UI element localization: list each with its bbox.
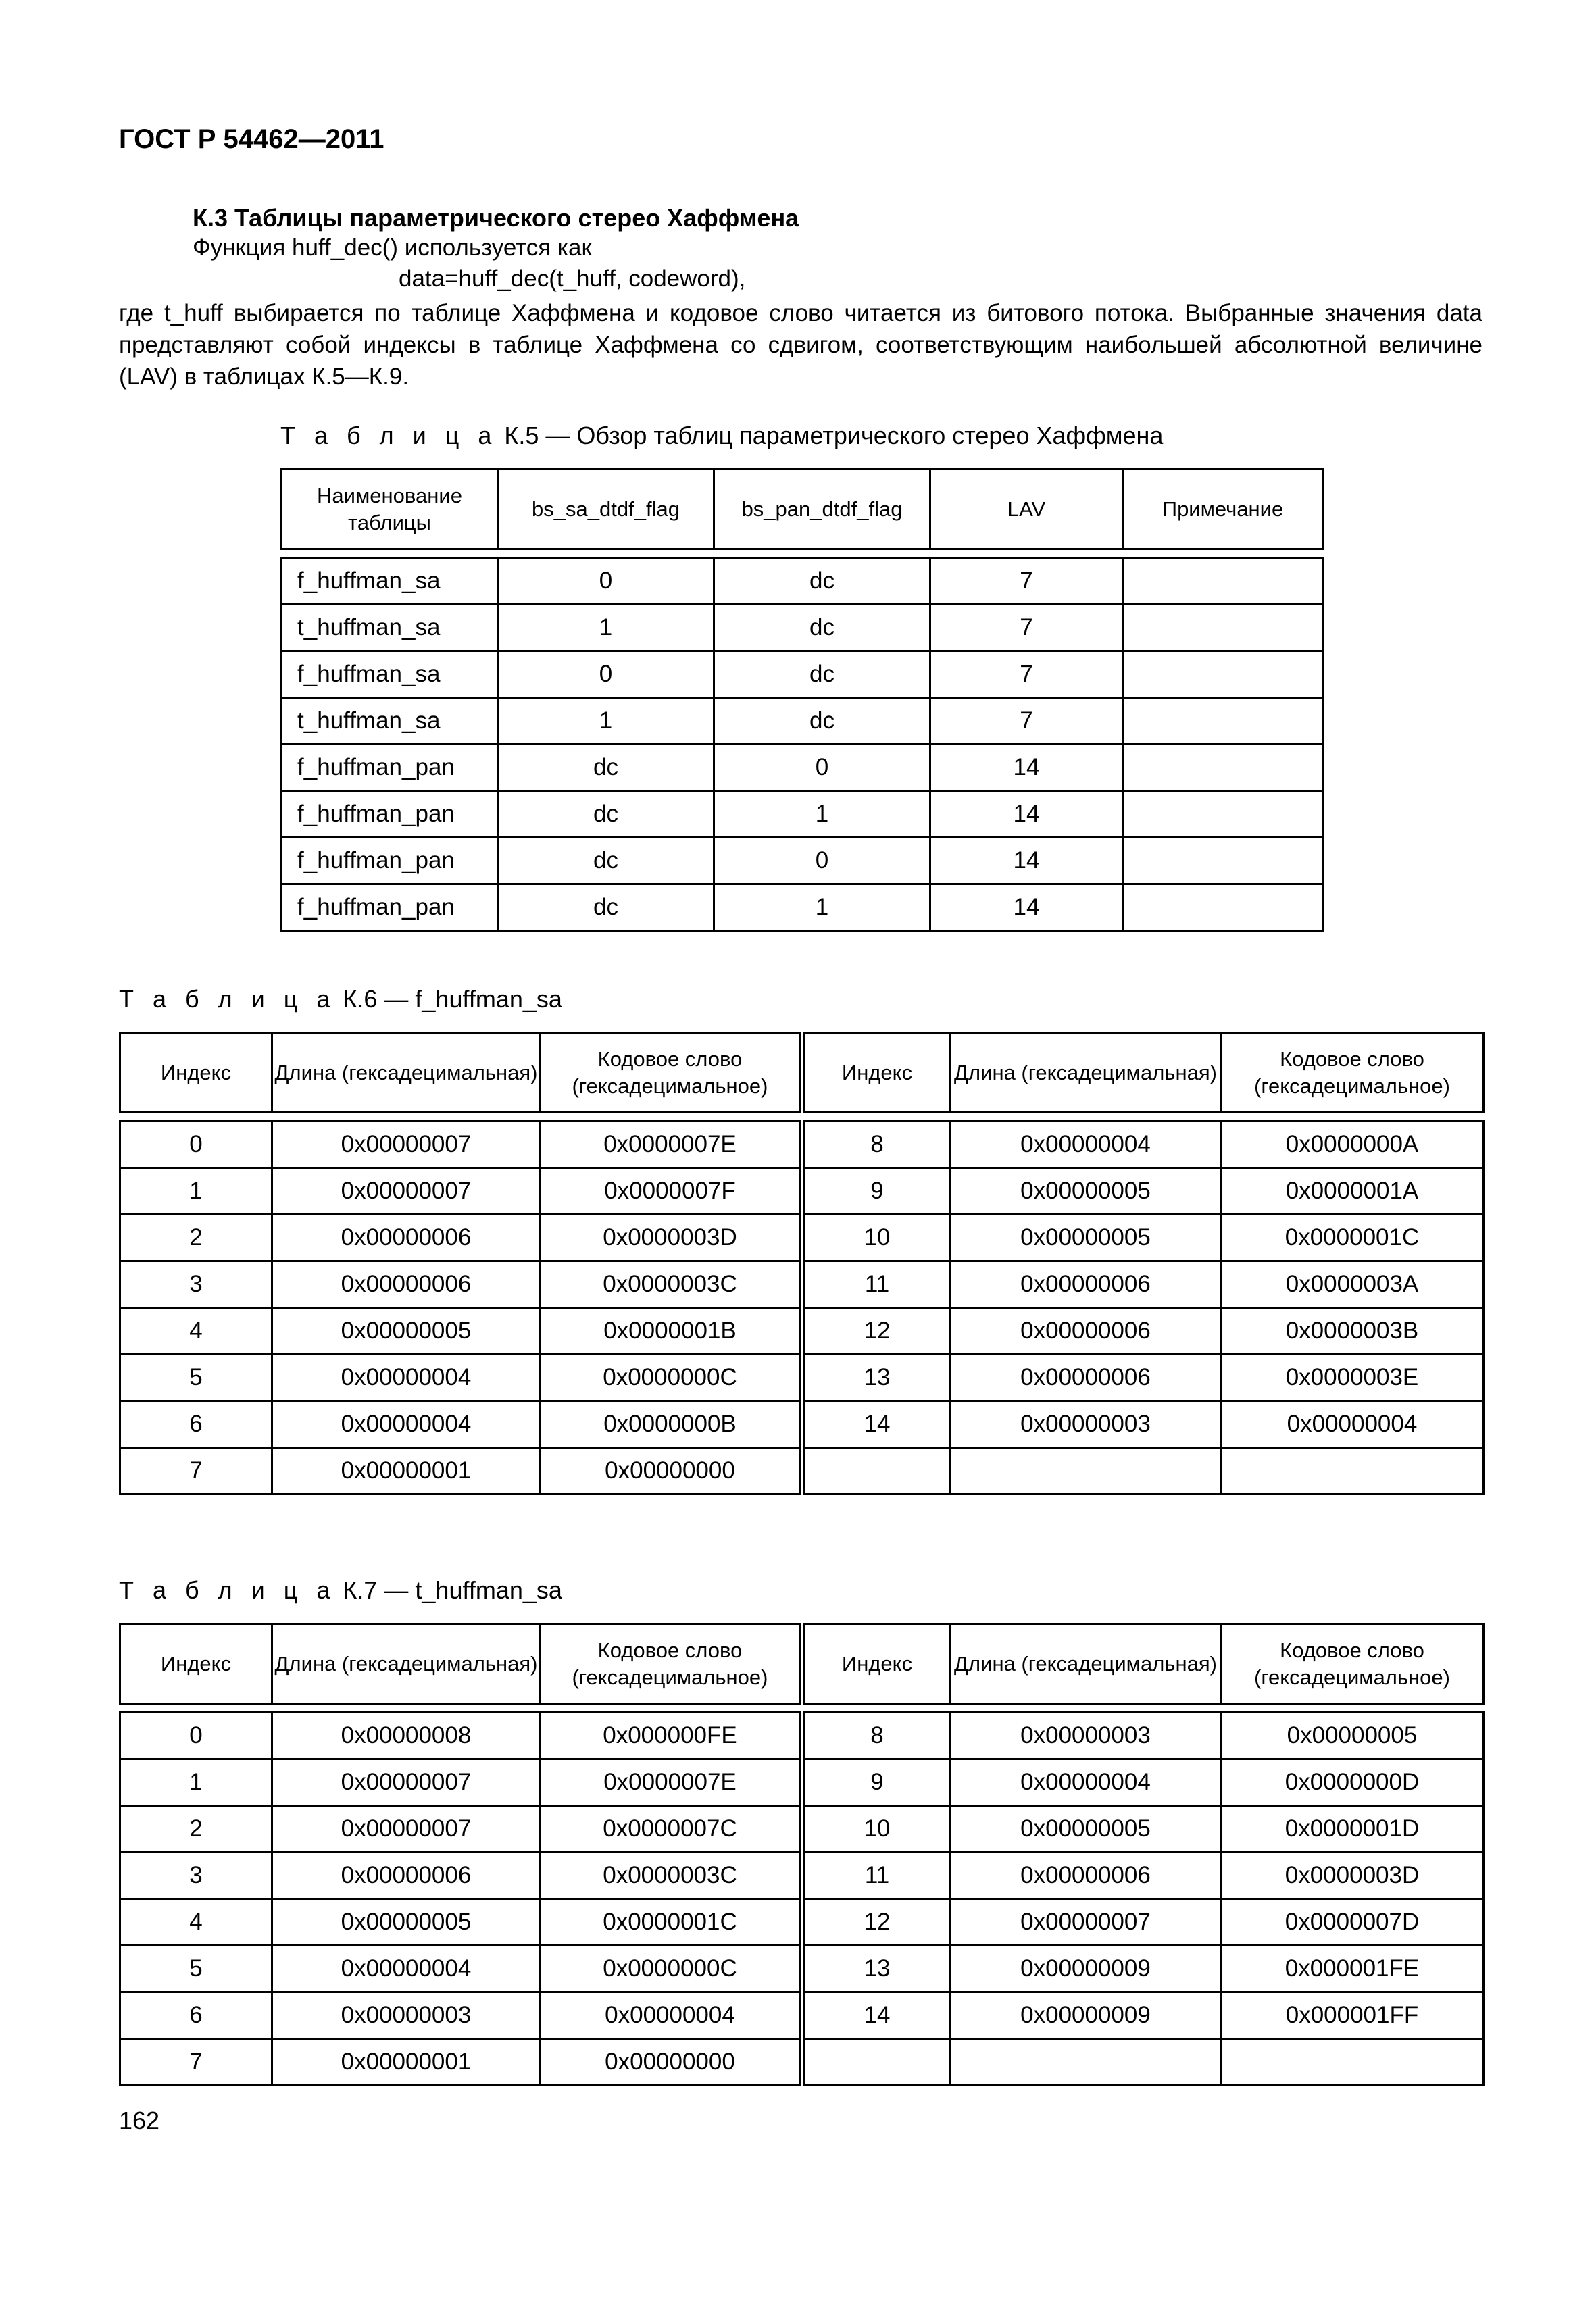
table-cell: f_huffman_pan	[282, 791, 498, 838]
table-cell: 2	[120, 1806, 272, 1853]
table-row	[120, 1946, 1484, 1992]
table-cell: 0x00000007	[272, 1759, 541, 1806]
table-cell: 0x00000006	[951, 1308, 1221, 1355]
table-cell	[1123, 651, 1323, 698]
table-row	[120, 1899, 1484, 1946]
table-cell: 0x00000003	[951, 1401, 1221, 1448]
header-cell: Индекс	[120, 1033, 272, 1113]
table-cell: 0x00000001	[272, 2039, 541, 2086]
table-row	[282, 791, 1323, 838]
table-cell: 0x0000000C	[541, 1946, 802, 1992]
table-cell: 0x0000000B	[541, 1401, 802, 1448]
table-cell: dc	[498, 884, 714, 931]
table-cell: 8	[802, 1122, 951, 1168]
table-cell: 0x00000006	[951, 1261, 1221, 1308]
table-row	[120, 1759, 1484, 1806]
table-cell: 0x000001FF	[1221, 1992, 1484, 2039]
table-cell: 14	[802, 1401, 951, 1448]
table-cell	[951, 2039, 1221, 2086]
table-row	[120, 1992, 1484, 2039]
table-cell: 0	[714, 838, 930, 884]
header-cell: Кодовое слово (гексадецимальное)	[541, 1033, 802, 1113]
header-cell: Индекс	[802, 1033, 951, 1113]
table-cell: 14	[930, 745, 1123, 791]
table-cell	[1221, 2039, 1484, 2086]
table-cell: 11	[802, 1853, 951, 1899]
caption-text: К.6 — f_huffman_sa	[336, 985, 562, 1013]
table-cell: 12	[802, 1308, 951, 1355]
table-cell: 0x0000001C	[1221, 1215, 1484, 1261]
table-cell: 5	[120, 1355, 272, 1401]
table-cell: 9	[802, 1759, 951, 1806]
header-cell: Кодовое слово (гексадецимальное)	[541, 1624, 802, 1704]
header-cell: bs_pan_dtdf_flag	[714, 470, 930, 549]
table-cell: 3	[120, 1853, 272, 1899]
table-cell: 0x000001FE	[1221, 1946, 1484, 1992]
table-cell: 0x00000007	[951, 1899, 1221, 1946]
table-cell: 7	[120, 1448, 272, 1494]
table-cell: 0x0000003C	[541, 1853, 802, 1899]
document-header: ГОСТ Р 54462—2011	[119, 124, 384, 154]
table-cell: 14	[930, 884, 1123, 931]
table-cell: 0x00000004	[951, 1759, 1221, 1806]
table-cell: 0x00000007	[272, 1168, 541, 1215]
table-cell: 0x0000000C	[541, 1355, 802, 1401]
table-k5-caption	[280, 422, 1163, 450]
table-cell: dc	[498, 838, 714, 884]
table-cell: 0x00000005	[951, 1168, 1221, 1215]
table-cell: 7	[930, 698, 1123, 745]
table-cell: f_huffman_pan	[282, 838, 498, 884]
table-k7-body	[120, 1713, 1484, 2086]
table-row	[120, 1308, 1484, 1355]
table-cell: 0x0000007D	[1221, 1899, 1484, 1946]
table-row	[120, 2039, 1484, 2086]
table-cell: 0	[498, 651, 714, 698]
table-cell: 0x00000004	[1221, 1401, 1484, 1448]
table-cell: 0x00000000	[541, 1448, 802, 1494]
table-cell: 0x0000003D	[1221, 1853, 1484, 1899]
intro-line: Функция huff_dec() используется как	[193, 234, 592, 261]
table-cell: 1	[120, 1759, 272, 1806]
table-row	[120, 1401, 1484, 1448]
table-cell: 0x0000007E	[541, 1759, 802, 1806]
table-cell: dc	[714, 651, 930, 698]
table-row	[282, 605, 1323, 651]
code-line: data=huff_dec(t_huff, codeword),	[399, 266, 746, 292]
header-cell: Кодовое слово (гексадецимальное)	[1221, 1624, 1484, 1704]
table-cell: 13	[802, 1355, 951, 1401]
table-row	[282, 698, 1323, 745]
header-separator	[120, 1113, 1484, 1122]
table-cell: 3	[120, 1261, 272, 1308]
table-cell: 1	[120, 1168, 272, 1215]
table-cell: 0x00000006	[951, 1853, 1221, 1899]
table-k7-caption	[119, 1576, 562, 1605]
header-cell: Индекс	[802, 1624, 951, 1704]
table-cell: 8	[802, 1713, 951, 1759]
table-cell: 0x0000003C	[541, 1261, 802, 1308]
table-cell: 14	[930, 838, 1123, 884]
table-cell	[802, 2039, 951, 2086]
table-cell: 10	[802, 1215, 951, 1261]
table-cell: 0x00000001	[272, 1448, 541, 1494]
table-cell: t_huffman_sa	[282, 698, 498, 745]
table-cell: 0x0000000D	[1221, 1759, 1484, 1806]
header-separator	[120, 1704, 1484, 1713]
header-cell: Кодовое слово (гексадецимальное)	[1221, 1033, 1484, 1113]
table-cell: 1	[714, 791, 930, 838]
table-cell: 1	[498, 698, 714, 745]
table-cell: 0x0000000A	[1221, 1122, 1484, 1168]
table-cell: 4	[120, 1899, 272, 1946]
table-row	[120, 1448, 1484, 1494]
table-cell: 0x0000003D	[541, 1215, 802, 1261]
table-cell: 0x00000006	[272, 1261, 541, 1308]
table-row	[282, 651, 1323, 698]
table-cell: t_huffman_sa	[282, 605, 498, 651]
table-k6	[119, 1032, 1485, 1495]
table-cell: f_huffman_sa	[282, 558, 498, 605]
table-row	[282, 884, 1323, 931]
table-cell: 0x0000001C	[541, 1899, 802, 1946]
table-cell: 0x0000001D	[1221, 1806, 1484, 1853]
table-cell	[1123, 838, 1323, 884]
table-cell: 0x00000009	[951, 1992, 1221, 2039]
table-cell: 0x00000009	[951, 1946, 1221, 1992]
table-cell: 7	[120, 2039, 272, 2086]
table-cell: 0x00000005	[1221, 1713, 1484, 1759]
header-cell: Длина (гексадецимальная)	[272, 1624, 541, 1704]
header-cell: Наименование таблицы	[282, 470, 498, 549]
caption-prefix: Т а б л и ц а	[280, 422, 498, 449]
table-cell: f_huffman_sa	[282, 651, 498, 698]
table-cell	[1123, 745, 1323, 791]
table-k5	[280, 468, 1324, 932]
table-row	[282, 558, 1323, 605]
table-row	[120, 1215, 1484, 1261]
table-cell: 0x00000006	[951, 1355, 1221, 1401]
caption-prefix: Т а б л и ц а	[119, 1576, 336, 1604]
table-cell: 0	[120, 1122, 272, 1168]
table-cell: 0x00000006	[272, 1215, 541, 1261]
table-row	[120, 1355, 1484, 1401]
table-cell: 7	[930, 651, 1123, 698]
table-cell: 0x00000007	[272, 1806, 541, 1853]
table-cell: 0x0000003B	[1221, 1308, 1484, 1355]
caption-text: К.7 — t_huffman_sa	[336, 1576, 562, 1604]
table-cell: 0x00000004	[541, 1992, 802, 2039]
table-cell: 1	[498, 605, 714, 651]
table-cell: 11	[802, 1261, 951, 1308]
table-k5-body	[282, 558, 1323, 931]
table-cell: dc	[714, 605, 930, 651]
table-cell: 0x0000001B	[541, 1308, 802, 1355]
table-cell: 0x00000005	[951, 1215, 1221, 1261]
table-row	[282, 745, 1323, 791]
table-cell: 0	[498, 558, 714, 605]
table-cell: 0x00000003	[951, 1713, 1221, 1759]
table-cell: 0x0000001A	[1221, 1168, 1484, 1215]
table-row	[120, 1261, 1484, 1308]
table-cell: 7	[930, 605, 1123, 651]
header-cell: Примечание	[1123, 470, 1323, 549]
table-cell: 0x00000003	[272, 1992, 541, 2039]
table-cell: 10	[802, 1806, 951, 1853]
table-cell	[1221, 1448, 1484, 1494]
table-cell: 0x0000007F	[541, 1168, 802, 1215]
table-header-row	[120, 1033, 1484, 1113]
table-k7	[119, 1623, 1485, 2086]
table-cell: 2	[120, 1215, 272, 1261]
header-cell: Длина (гексадецимальная)	[951, 1033, 1221, 1113]
table-k6-body	[120, 1122, 1484, 1494]
table-cell: 4	[120, 1308, 272, 1355]
caption-prefix: Т а б л и ц а	[119, 985, 336, 1013]
table-cell: 0x00000005	[272, 1899, 541, 1946]
table-cell: dc	[498, 791, 714, 838]
page-number: 162	[119, 2107, 160, 2134]
table-cell: 1	[714, 884, 930, 931]
table-row	[282, 838, 1323, 884]
table-cell: 7	[930, 558, 1123, 605]
table-cell: 12	[802, 1899, 951, 1946]
table-row	[120, 1168, 1484, 1215]
table-cell: 0x0000003E	[1221, 1355, 1484, 1401]
table-cell: 0x00000004	[272, 1401, 541, 1448]
table-cell: 14	[930, 791, 1123, 838]
table-row	[120, 1806, 1484, 1853]
table-cell	[1123, 791, 1323, 838]
table-cell: 0x0000007C	[541, 1806, 802, 1853]
table-cell	[951, 1448, 1221, 1494]
table-cell	[1123, 558, 1323, 605]
caption-text: К.5 — Обзор таблиц параметрического стерео Хаффмена	[497, 422, 1164, 449]
table-cell	[1123, 698, 1323, 745]
table-cell: 0	[714, 745, 930, 791]
table-cell: 0x00000004	[272, 1355, 541, 1401]
table-cell: f_huffman_pan	[282, 884, 498, 931]
table-cell: 14	[802, 1992, 951, 2039]
table-cell	[1123, 884, 1323, 931]
table-cell: dc	[498, 745, 714, 791]
table-cell: 13	[802, 1946, 951, 1992]
table-cell: 5	[120, 1946, 272, 1992]
header-cell: bs_sa_dtdf_flag	[498, 470, 714, 549]
body-paragraph: где t_huff выбирается по таблице Хаффмена и кодовое слово читается из битового потока. Выбранные значения data представляют собой индексы в таблице Хаффмена со сдвигом, соответствующим наибольшей абсолютной величине (LAV) в таблицах К.5—К.9.	[119, 300, 1482, 390]
table-cell: 0x0000007E	[541, 1122, 802, 1168]
table-cell: 0x00000004	[951, 1122, 1221, 1168]
table-cell: 0x00000006	[272, 1853, 541, 1899]
table-cell: 6	[120, 1992, 272, 2039]
table-cell: 0x00000005	[951, 1806, 1221, 1853]
table-header-row	[282, 470, 1323, 549]
header-cell: LAV	[930, 470, 1123, 549]
table-cell	[802, 1448, 951, 1494]
table-cell: 6	[120, 1401, 272, 1448]
table-cell: dc	[714, 558, 930, 605]
table-cell: 0x00000007	[272, 1122, 541, 1168]
header-cell: Длина (гексадецимальная)	[951, 1624, 1221, 1704]
header-cell: Индекс	[120, 1624, 272, 1704]
table-cell: 0x00000008	[272, 1713, 541, 1759]
table-cell	[1123, 605, 1323, 651]
header-cell: Длина (гексадецимальная)	[272, 1033, 541, 1113]
table-row	[120, 1713, 1484, 1759]
section-title: К.3 Таблицы параметрического стерео Хаффмена	[193, 204, 799, 232]
table-row	[120, 1853, 1484, 1899]
table-k6-caption	[119, 985, 562, 1013]
table-cell: 0x00000000	[541, 2039, 802, 2086]
table-cell: 0x00000005	[272, 1308, 541, 1355]
header-separator	[282, 549, 1323, 558]
table-cell: 0x000000FE	[541, 1713, 802, 1759]
table-cell: 0	[120, 1713, 272, 1759]
table-header-row	[120, 1624, 1484, 1704]
table-cell: 9	[802, 1168, 951, 1215]
table-cell: dc	[714, 698, 930, 745]
table-cell: 0x00000004	[272, 1946, 541, 1992]
table-cell: 0x0000003A	[1221, 1261, 1484, 1308]
table-row	[120, 1122, 1484, 1168]
table-cell: f_huffman_pan	[282, 745, 498, 791]
